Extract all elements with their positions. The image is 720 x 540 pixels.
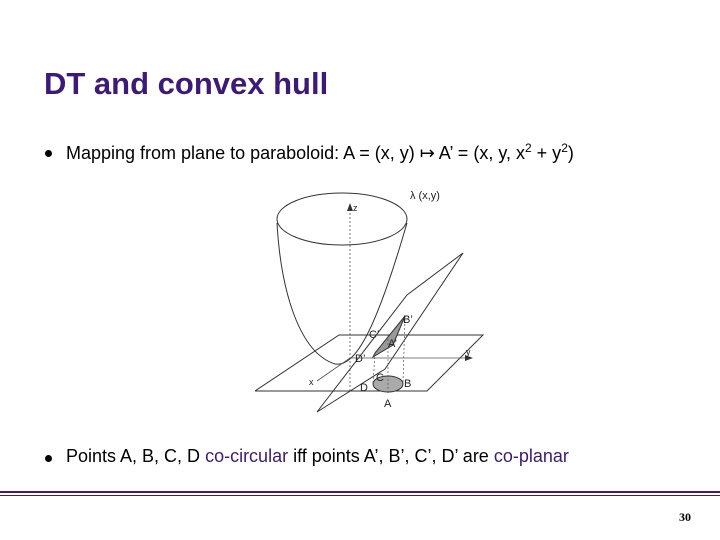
page-number: 30 [679,510,691,524]
bullet-dot [45,455,52,462]
highlight-co-circular: co-circular [205,446,289,466]
label-b: B [404,378,412,390]
label-c: C [376,372,384,384]
lambda-label: λ (x,y) [410,190,440,202]
paraboloid-diagram [255,183,495,413]
y-axis-label: y [466,347,471,357]
label-d-prime: D’ [355,353,366,365]
xy-plane [255,335,483,391]
mapping-prefix: Mapping from plane to paraboloid: A = (x, y) [66,143,420,163]
label-d: D [360,382,368,394]
x-axis [317,358,350,381]
footer-divider [0,491,720,493]
z-axis-label: z [353,203,358,213]
label-a-prime: A’ [388,338,397,350]
mapping-plus: + y [531,143,562,163]
paraboloid-figure [255,183,495,413]
mapping-middle: A’ = (x, y, x [434,143,525,163]
cocircular-part2: iff points A’, B’, C’, D’ are [288,446,494,466]
bullet-text [66,446,569,467]
bullet-mapping [45,141,665,165]
superscript-2: 2 [561,141,568,155]
label-c-prime: C’ [369,329,380,341]
paraboloid-rim [277,193,407,245]
slide-title: DT and convex hull [44,66,329,101]
highlight-co-planar: co-planar [493,446,569,466]
mapping-suffix: ) [567,143,574,163]
footer-divider-thin [0,495,720,496]
bullet-dot [45,150,52,157]
cocircular-part1: Points A, B, C, D [66,446,206,466]
x-axis-label: x [309,377,314,387]
maps-to-arrow: ↦ [419,143,435,163]
bullet-cocircular [45,446,665,470]
label-a: A [384,398,392,410]
projection-line [403,316,405,384]
bullet-text [66,141,574,164]
label-b-prime: B’ [403,314,413,326]
superscript-2: 2 [524,141,532,155]
